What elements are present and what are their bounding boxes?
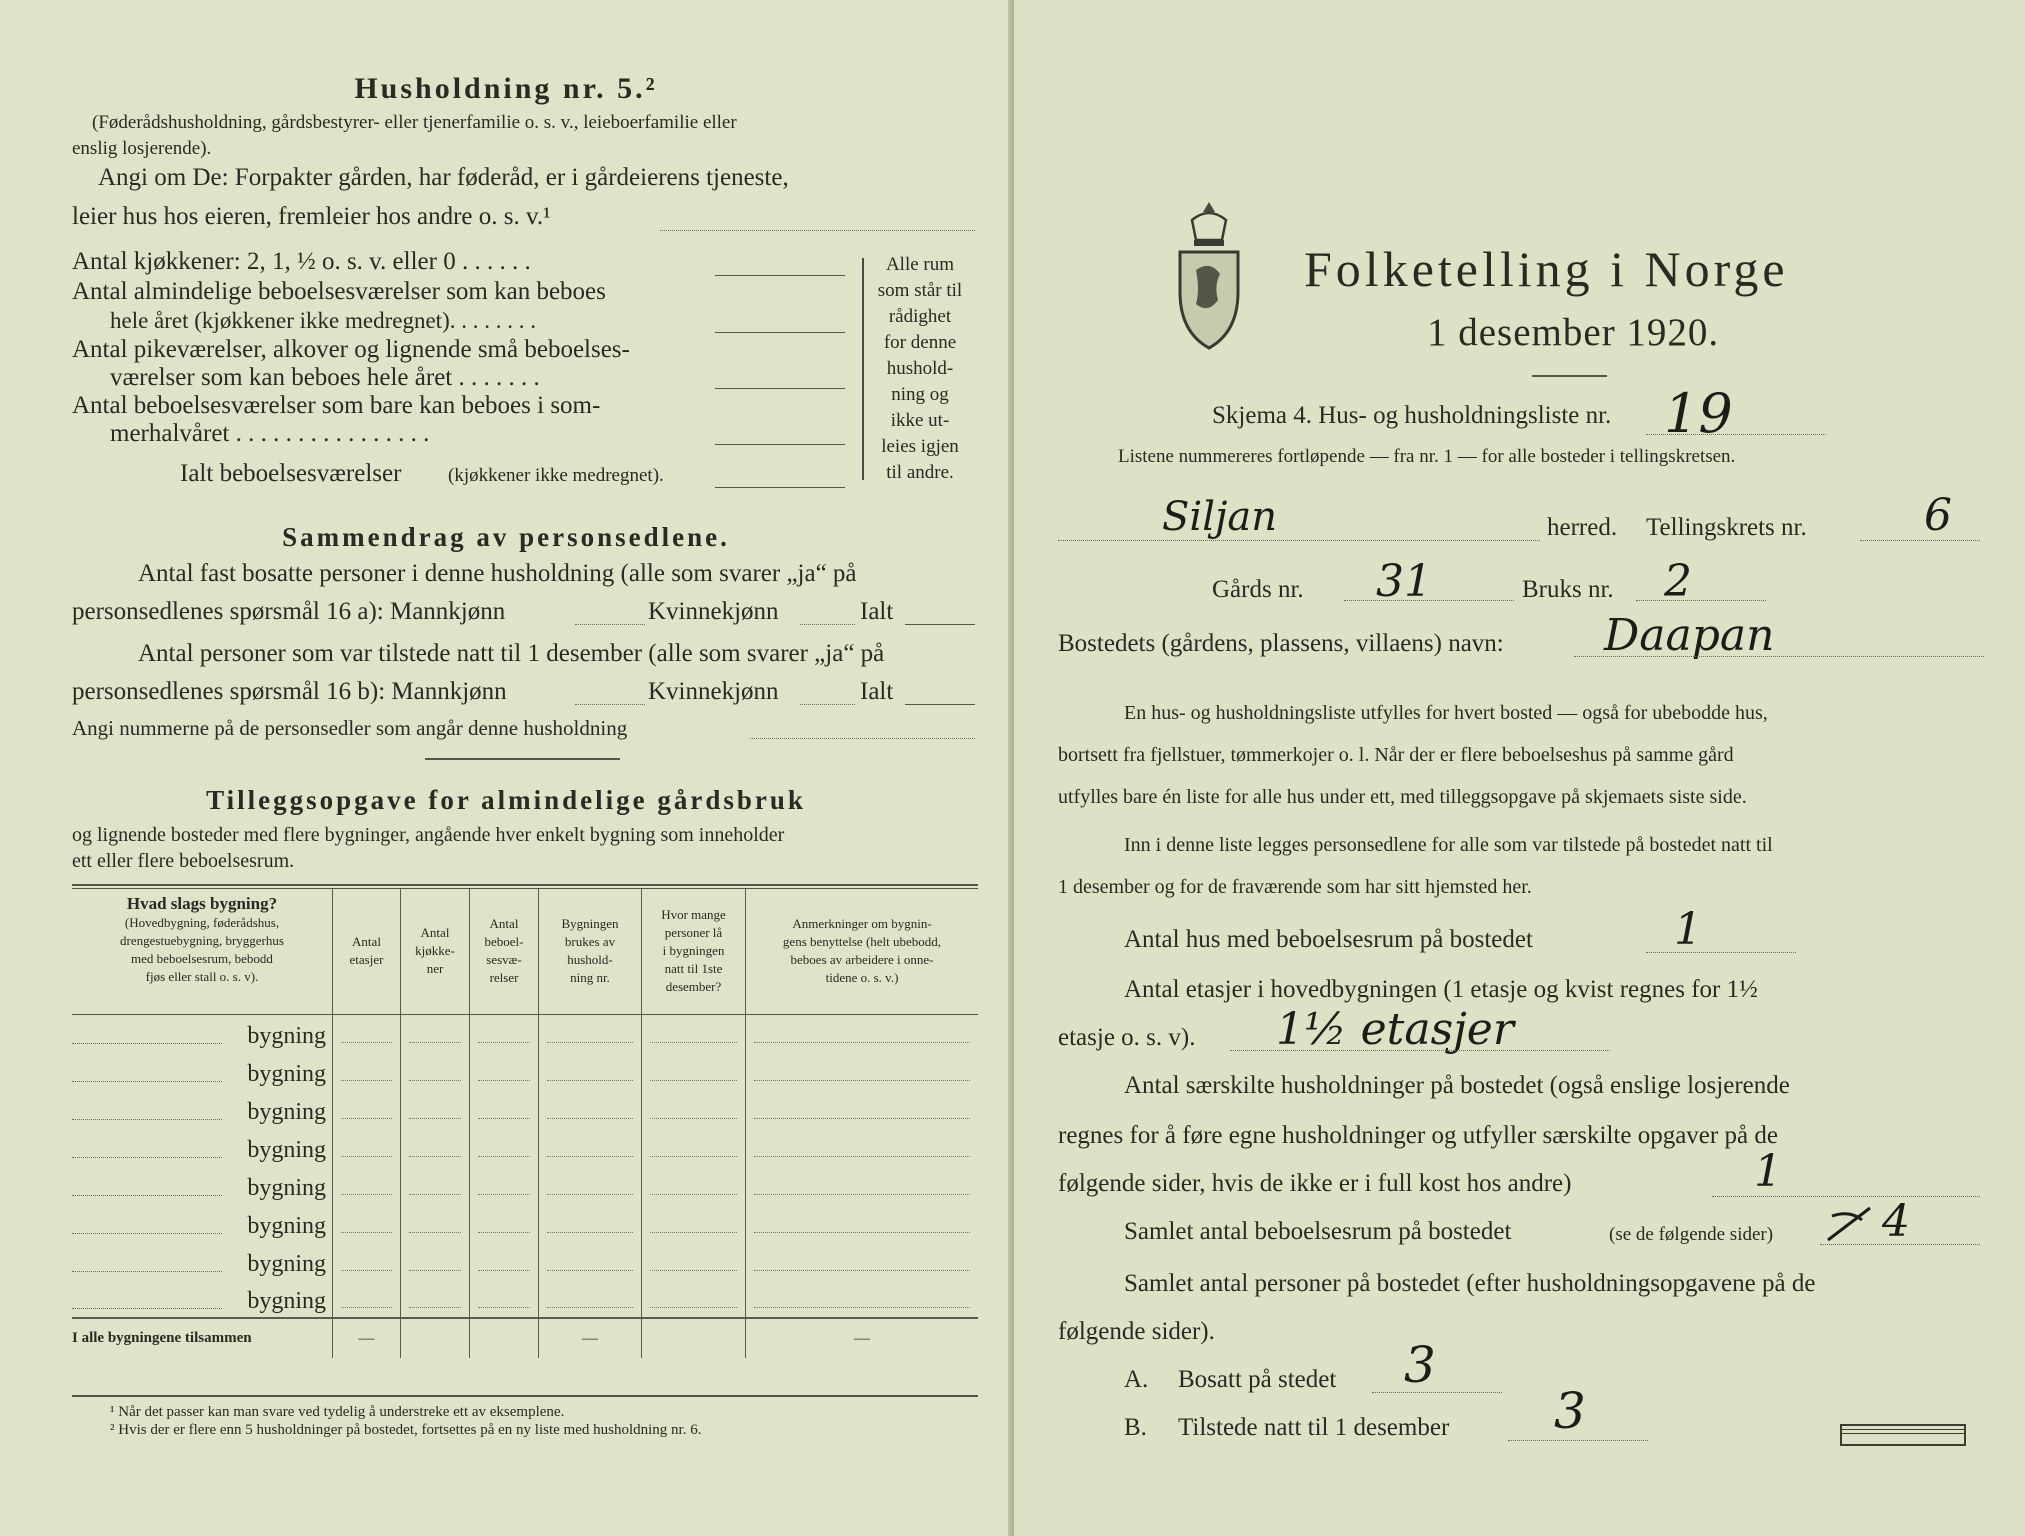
total-floors: —	[333, 1318, 401, 1358]
building-cell[interactable]	[333, 1128, 401, 1166]
skjema-number: 19	[1664, 382, 1733, 445]
building-cell[interactable]	[642, 1052, 746, 1090]
para1-line-2: bortsett fra fjellstuer, tømmerkojer o. l. Når der er flere beboelseshus på samme gård	[1058, 744, 1734, 766]
building-cell[interactable]	[642, 1280, 746, 1318]
building-cell[interactable]	[539, 1052, 642, 1090]
b-value: 3	[1554, 1382, 1586, 1440]
header-floors: Antal etasjer	[333, 888, 401, 1014]
bruks-value: 2	[1664, 556, 1692, 607]
building-cell[interactable]	[539, 1090, 642, 1128]
right-page	[1014, 0, 2025, 1536]
angi-nummer: Angi nummerne på de personsedler som angår denne husholdning	[72, 716, 628, 740]
rooms-ordinary-2: hele året (kjøkkener ikke medregnet). . . . . . . .	[110, 308, 536, 333]
building-cell[interactable]	[470, 1280, 539, 1318]
summary-b-1: Antal personer som var tilstede natt til 1 desember (alle som svarer „ja“ på	[138, 640, 885, 667]
header-rooms: Antal beboel- sesvæ- relser	[470, 888, 539, 1014]
summary-a-female: Kvinnekjønn	[648, 598, 779, 625]
building-cell[interactable]	[539, 1242, 642, 1280]
building-rows	[72, 1014, 978, 1318]
building-cell[interactable]	[746, 1090, 979, 1128]
footnote-1: ¹ Når det passer kan man svare ved tydelig å understreke ett av eksemplene.	[110, 1404, 565, 1420]
building-cell[interactable]	[333, 1166, 401, 1204]
q-households-3: følgende sider, hvis de ikke er i full kost hos andre)	[1058, 1170, 1572, 1197]
q-houses: Antal hus med beboelsesrum på bostedet	[1124, 926, 1533, 953]
building-cell[interactable]	[746, 1014, 979, 1052]
building-row-label: bygning	[247, 1061, 326, 1087]
rooms-kitchens: Antal kjøkkener: 2, 1, ½ o. s. v. eller 0 . . . . . .	[72, 248, 531, 275]
summary-a-2: personsedlenes spørsmål 16 a): Mannkjønn	[72, 598, 506, 625]
building-cell[interactable]	[539, 1280, 642, 1318]
rooms-summer-2: merhalvåret . . . . . . . . . . . . . . . .	[110, 420, 430, 447]
bruks-label: Bruks nr.	[1522, 576, 1614, 603]
building-row-label: bygning	[247, 1213, 326, 1239]
bosted-label: Bostedets (gårdens, plassens, villaens) navn:	[1058, 630, 1504, 657]
herred-value: Siljan	[1162, 494, 1277, 540]
building-cell[interactable]	[642, 1128, 746, 1166]
para2-line-1: Inn i denne liste legges personsedlene for alle som var tilstede på bostedet natt til	[1124, 834, 1773, 856]
building-row	[72, 1204, 978, 1242]
summary-a-1: Antal fast bosatte personer i denne husholdning (alle som svarer „ja“ på	[138, 560, 857, 587]
building-row-label: bygning	[247, 1023, 326, 1049]
total-label: I alle bygningene tilsammen	[72, 1330, 252, 1346]
census-title: Folketelling i Norge	[1304, 241, 1789, 297]
q-rooms: Samlet antal beboelsesrum på bostedet	[1124, 1218, 1512, 1245]
building-row	[72, 1280, 978, 1318]
building-cell[interactable]	[333, 1204, 401, 1242]
table-header-row	[72, 888, 978, 1014]
building-row	[72, 1166, 978, 1204]
b-label: B.	[1124, 1414, 1147, 1441]
building-cell[interactable]	[333, 1052, 401, 1090]
building-cell[interactable]	[746, 1128, 979, 1166]
building-row-label: bygning	[247, 1251, 326, 1277]
building-row	[72, 1090, 978, 1128]
strikethrough-mark	[1820, 1200, 1880, 1250]
building-cell[interactable]	[333, 1242, 401, 1280]
building-cell[interactable]	[470, 1052, 539, 1090]
building-cell[interactable]	[642, 1242, 746, 1280]
tillegg-text-2: ett eller flere beboelsesrum.	[72, 850, 295, 872]
building-row-label: bygning	[247, 1099, 326, 1125]
ialt-rooms-label: Ialt beboelsesværelser	[180, 460, 402, 487]
ialt-rooms-note: (kjøkkener ikke medregnet).	[448, 465, 664, 486]
para1-line-3: utfylles bare én liste for alle hus under ett, med tilleggsopgave på skjemaets siste side.	[1058, 786, 1747, 808]
rooms-small: Antal pikeværelser, alkover og lignende små beboelses-	[72, 336, 630, 363]
building-cell[interactable]	[333, 1280, 401, 1318]
building-cell[interactable]	[642, 1090, 746, 1128]
building-cell[interactable]	[746, 1052, 979, 1090]
building-cell[interactable]	[401, 1052, 470, 1090]
a-text: Bosatt på stedet	[1178, 1366, 1337, 1393]
angi-line-2: leier hus hos eieren, fremleier hos andre o. s. v.¹	[72, 203, 551, 230]
table-total-row	[72, 1318, 978, 1358]
summary-a-total: Ialt	[860, 598, 894, 625]
total-household: —	[539, 1318, 642, 1358]
summary-b-female: Kvinnekjønn	[648, 678, 779, 705]
building-cell[interactable]	[401, 1014, 470, 1052]
printer-stamp	[1840, 1424, 1966, 1446]
rooms-brace	[862, 258, 864, 480]
coat-of-arms-icon	[1174, 200, 1244, 350]
header-remarks: Anmerkninger om bygnin- gens benyttelse (helt ubebodd, beboes av arbeidere i onne- tidene o. s. v.)	[746, 888, 979, 1014]
tillegg-text-1: og lignende bosteder med flere bygninger, angående hver enkelt bygning som inneholder	[72, 824, 785, 846]
building-cell[interactable]	[539, 1014, 642, 1052]
building-cell[interactable]	[470, 1166, 539, 1204]
summary-b-2: personsedlenes spørsmål 16 b): Mannkjønn	[72, 678, 507, 705]
census-date: 1 desember 1920.	[1427, 311, 1720, 354]
building-cell[interactable]	[746, 1204, 979, 1242]
building-cell[interactable]	[642, 1014, 746, 1052]
rooms-summer: Antal beboelsesværelser som bare kan beboes i som-	[72, 392, 601, 419]
para1-line-1: En hus- og husholdningsliste utfylles for hvert bosted — også for ubebodde hus,	[1124, 702, 1768, 724]
q-households-1: Antal særskilte husholdninger på bostedet (også enslige losjerende	[1124, 1072, 1790, 1099]
b-text: Tilstede natt til 1 desember	[1178, 1414, 1450, 1441]
building-cell[interactable]	[642, 1166, 746, 1204]
a-value: 3	[1404, 1336, 1436, 1394]
building-row-label: bygning	[247, 1288, 326, 1314]
krets-value: 6	[1924, 490, 1952, 541]
building-row-label: bygning	[247, 1137, 326, 1163]
building-cell[interactable]	[746, 1166, 979, 1204]
q-floors-2: etasje o. s. v).	[1058, 1024, 1196, 1051]
building-row-label: bygning	[247, 1175, 326, 1201]
brace-note: Alle rum som står til rådighet for denne hushold- ning og ikke ut- leies igjen til andre.	[877, 254, 963, 483]
building-cell[interactable]	[401, 1204, 470, 1242]
household-title: Husholdning nr. 5.²	[354, 72, 658, 105]
household-intro-1: (Føderådshusholdning, gårdsbestyrer- eller tjenerfamilie o. s. v., leieboerfamilie eller	[92, 112, 737, 133]
q-floors-1: Antal etasjer i hovedbygningen (1 etasje og kvist regnes for 1½	[1124, 976, 1758, 1003]
para2-line-2: 1 desember og for de fraværende som har sitt hjemsted her.	[1058, 876, 1532, 898]
total-remarks: —	[746, 1318, 979, 1358]
building-row	[72, 1052, 978, 1090]
building-cell[interactable]	[333, 1090, 401, 1128]
herred-label: herred.	[1547, 514, 1618, 541]
summary-b-total: Ialt	[860, 678, 894, 705]
angi-line-1: Angi om De: Forpakter gården, har føderåd, er i gårdeierens tjeneste,	[98, 164, 789, 191]
a-rooms: 4	[1882, 1196, 1910, 1247]
q-rooms-note: (se de følgende sider)	[1609, 1224, 1774, 1245]
q-persons-1: Samlet antal personer på bostedet (efter husholdningsopgavene på de	[1124, 1270, 1816, 1297]
building-cell[interactable]	[401, 1166, 470, 1204]
building-cell[interactable]	[333, 1014, 401, 1052]
building-cell[interactable]	[470, 1204, 539, 1242]
a-label: A.	[1124, 1366, 1149, 1393]
building-cell[interactable]	[539, 1166, 642, 1204]
buildings-table	[72, 888, 978, 1358]
footnote-2: ² Hvis der er flere enn 5 husholdninger på bostedet, fortsettes på en ny liste med husholdning nr. 6.	[110, 1422, 702, 1438]
tillegg-title: Tilleggsopgave for almindelige gårdsbruk	[206, 785, 806, 815]
krets-label: Tellingskrets nr.	[1646, 514, 1807, 541]
building-row	[72, 1014, 978, 1052]
listene-note: Listene nummereres fortløpende — fra nr. 1 — for alle bosteder i tellingskretsen.	[1118, 446, 1736, 467]
building-cell[interactable]	[470, 1090, 539, 1128]
building-cell[interactable]	[470, 1242, 539, 1280]
gards-label: Gårds nr.	[1212, 576, 1304, 603]
building-row	[72, 1128, 978, 1166]
building-cell[interactable]	[470, 1014, 539, 1052]
rooms-small-2: værelser som kan beboes hele året . . . . . . .	[110, 364, 540, 391]
rooms-ordinary: Antal almindelige beboelsesværelser som kan beboes	[72, 278, 606, 305]
building-cell[interactable]	[746, 1242, 979, 1280]
header-persons: Hvor mange personer lå i bygningen natt til 1ste desember?	[642, 888, 746, 1014]
building-cell[interactable]	[401, 1128, 470, 1166]
header-household-nr: Bygningen brukes av hushold- ning nr.	[539, 888, 642, 1014]
building-cell[interactable]	[642, 1204, 746, 1242]
summary-title: Sammendrag av personsedlene.	[282, 522, 730, 552]
building-cell[interactable]	[539, 1204, 642, 1242]
building-cell[interactable]	[401, 1242, 470, 1280]
a-floors: 1½ etasjer	[1276, 1004, 1514, 1055]
header-kitchens: Antal kjøkke- ner	[401, 888, 470, 1014]
q-persons-2: følgende sider).	[1058, 1318, 1215, 1345]
a-households: 1	[1754, 1146, 1782, 1197]
building-cell[interactable]	[470, 1128, 539, 1166]
household-intro-2: enslig losjerende).	[72, 138, 212, 159]
gards-value: 31	[1376, 556, 1432, 607]
building-cell[interactable]	[746, 1280, 979, 1318]
left-page	[0, 0, 1012, 1536]
building-cell[interactable]	[539, 1128, 642, 1166]
a-houses: 1	[1674, 904, 1702, 955]
skjema-label: Skjema 4. Hus- og husholdningsliste nr.	[1212, 402, 1612, 429]
header-building-type: Hvad slags bygning? (Hovedbygning, føderådshus, drengestuebygning, bryggerhus med beboelsesrum, bebodd fjøs eller stall o. s. v).	[120, 894, 284, 984]
q-households-2: regnes for å føre egne husholdninger og utfyller særskilte opgaver på de	[1058, 1122, 1778, 1149]
bosted-value: Daapan	[1604, 610, 1775, 661]
angi-fill-line	[660, 230, 975, 231]
building-cell[interactable]	[401, 1280, 470, 1318]
building-row	[72, 1242, 978, 1280]
building-cell[interactable]	[401, 1090, 470, 1128]
